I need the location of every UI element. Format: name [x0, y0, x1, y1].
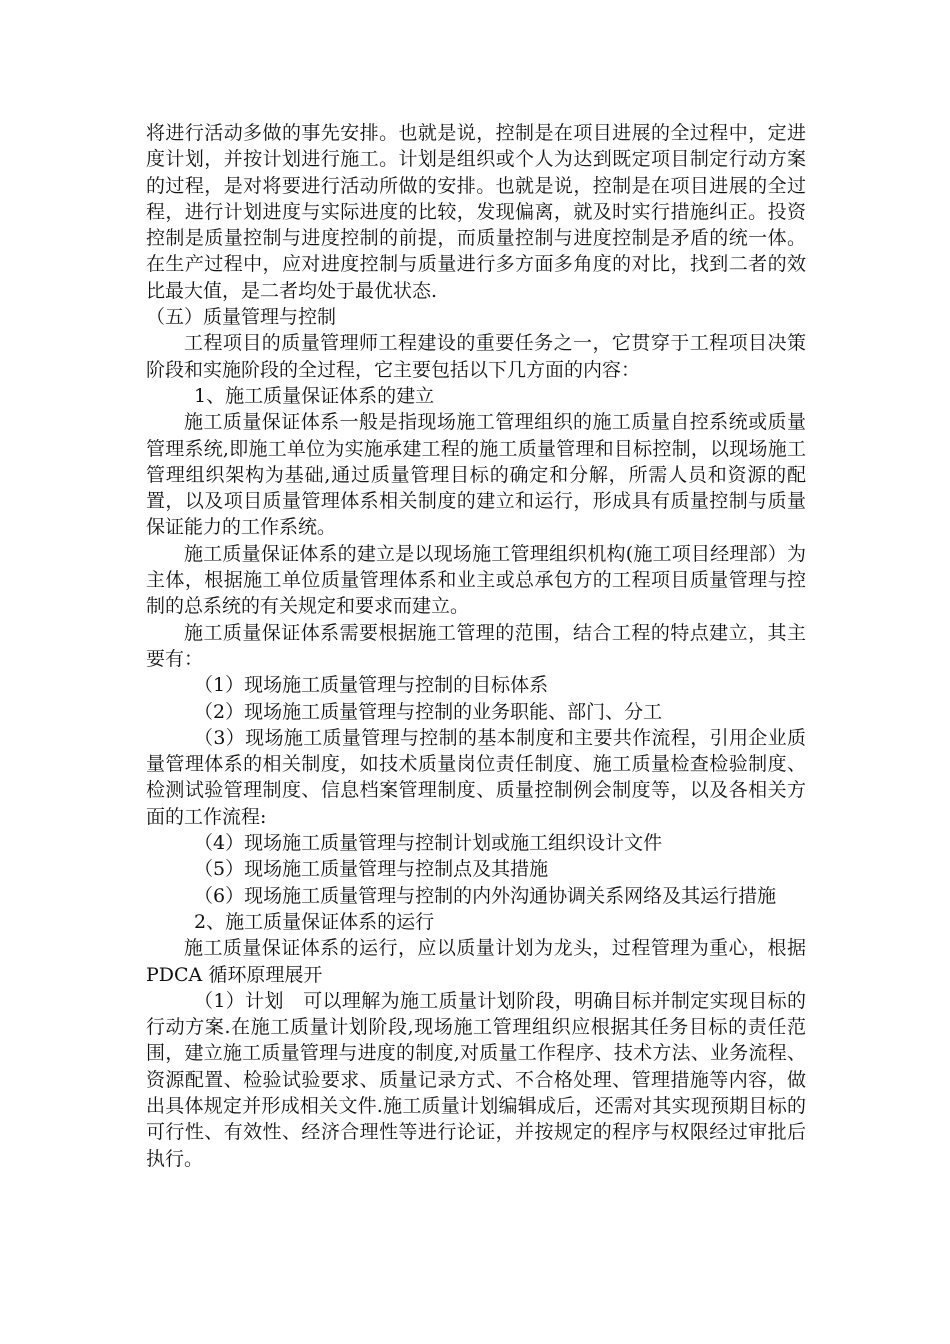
paragraph-plan-stage: （1）计划 可以理解为施工质量计划阶段，明确目标并制定实现目标的行动方案.在施工质量计划阶段,现场施工管理组织应根据其任务目标的责任范围，建立施工质量管理与进度的制度,对质量工作程序、技术方法、业务流程、资源配置、检验试验要求、质量记录方式、不合格处理、管理措施等内容，做出具体规定并形成相关文件.施工质量计划编辑成后，还需对其实现预期目标的可行性、有效性、经济合理性等进行论证，并按规定的程序与权限经过审批后执行。 — [146, 989, 806, 1170]
paragraph-quality-intro: 工程项目的质量管理师工程建设的重要任务之一，它贯穿于工程项目决策阶段和实施阶段的全过程，它主要包括以下几方面的内容： — [146, 332, 806, 381]
subheading-system-establishment: 1、施工质量保证体系的建立 — [194, 384, 435, 407]
list-item-1: （1）现场施工质量管理与控制的目标体系 — [194, 674, 549, 697]
list-item-2: （2）现场施工质量管理与控制的业务职能、部门、分工 — [194, 700, 663, 723]
document-page — [146, 120, 806, 1172]
subheading-system-operation: 2、施工质量保证体系的运行 — [194, 910, 435, 933]
paragraph-progress-control: 将进行活动多做的事先安排。也就是说，控制是在项目进展的全过程中，定进度计划，并按计划进行施工。计划是组织或个人为达到既定项目制定行动方案的过程，是对将要进行活动所做的安排。也就是说，控制是在项目进展的全过程，进行计划进度与实际进度的比较，发现偏离，就及时实行措施纠正。投资控制是质量控制与进度控制的前提，而质量控制与进度控制是矛盾的统一体。在生产过程中，应对进度控制与质量进行多方面多角度的对比，找到二者的效比最大值，是二者均处于最优状态. — [146, 122, 806, 302]
list-item-4: （4）现场施工质量管理与控制计划或施工组织设计文件 — [194, 832, 663, 855]
list-item-5: （5）现场施工质量管理与控制点及其措施 — [194, 858, 549, 881]
list-item-6: （6）现场施工质量管理与控制的内外沟通协调关系网络及其运行措施 — [194, 884, 777, 907]
paragraph-system-operation: 施工质量保证体系的运行，应以质量计划为龙头，过程管理为重心，根据 PDCA 循环原理展开 — [146, 937, 806, 986]
paragraph-system-contents: 施工质量保证体系需要根据施工管理的范围，结合工程的特点建立，其主要有： — [146, 621, 806, 670]
paragraph-system-basis: 施工质量保证体系的建立是以现场施工管理组织机构(施工项目经理部）为主体，根据施工单位质量管理体系和业主或总承包方的工程项目质量管理与控制的总系统的有关规定和要求而建立。 — [146, 542, 806, 618]
paragraph-system-definition: 施工质量保证体系一般是指现场施工管理组织的施工质量自控系统或质量管理系统,即施工单位为实施承建工程的施工质量管理和目标控制，以现场施工管理组织架构为基础,通过质量管理目标的确定和分解，所需人员和资源的配置，以及项目质量管理体系相关制度的建立和运行，形成具有质量控制与质量保证能力的工作系统。 — [146, 411, 806, 539]
list-item-3: （3）现场施工质量管理与控制的基本制度和主要共作流程，引用企业质量管理体系的相关制度，如技术质量岗位责任制度、施工质量检查检验制度、检测试验管理制度、信息档案管理制度、质量控制例会制度等，以及各相关方面的工作流程: — [146, 726, 806, 828]
section-heading-quality-management: （五）质量管理与控制 — [146, 306, 337, 329]
